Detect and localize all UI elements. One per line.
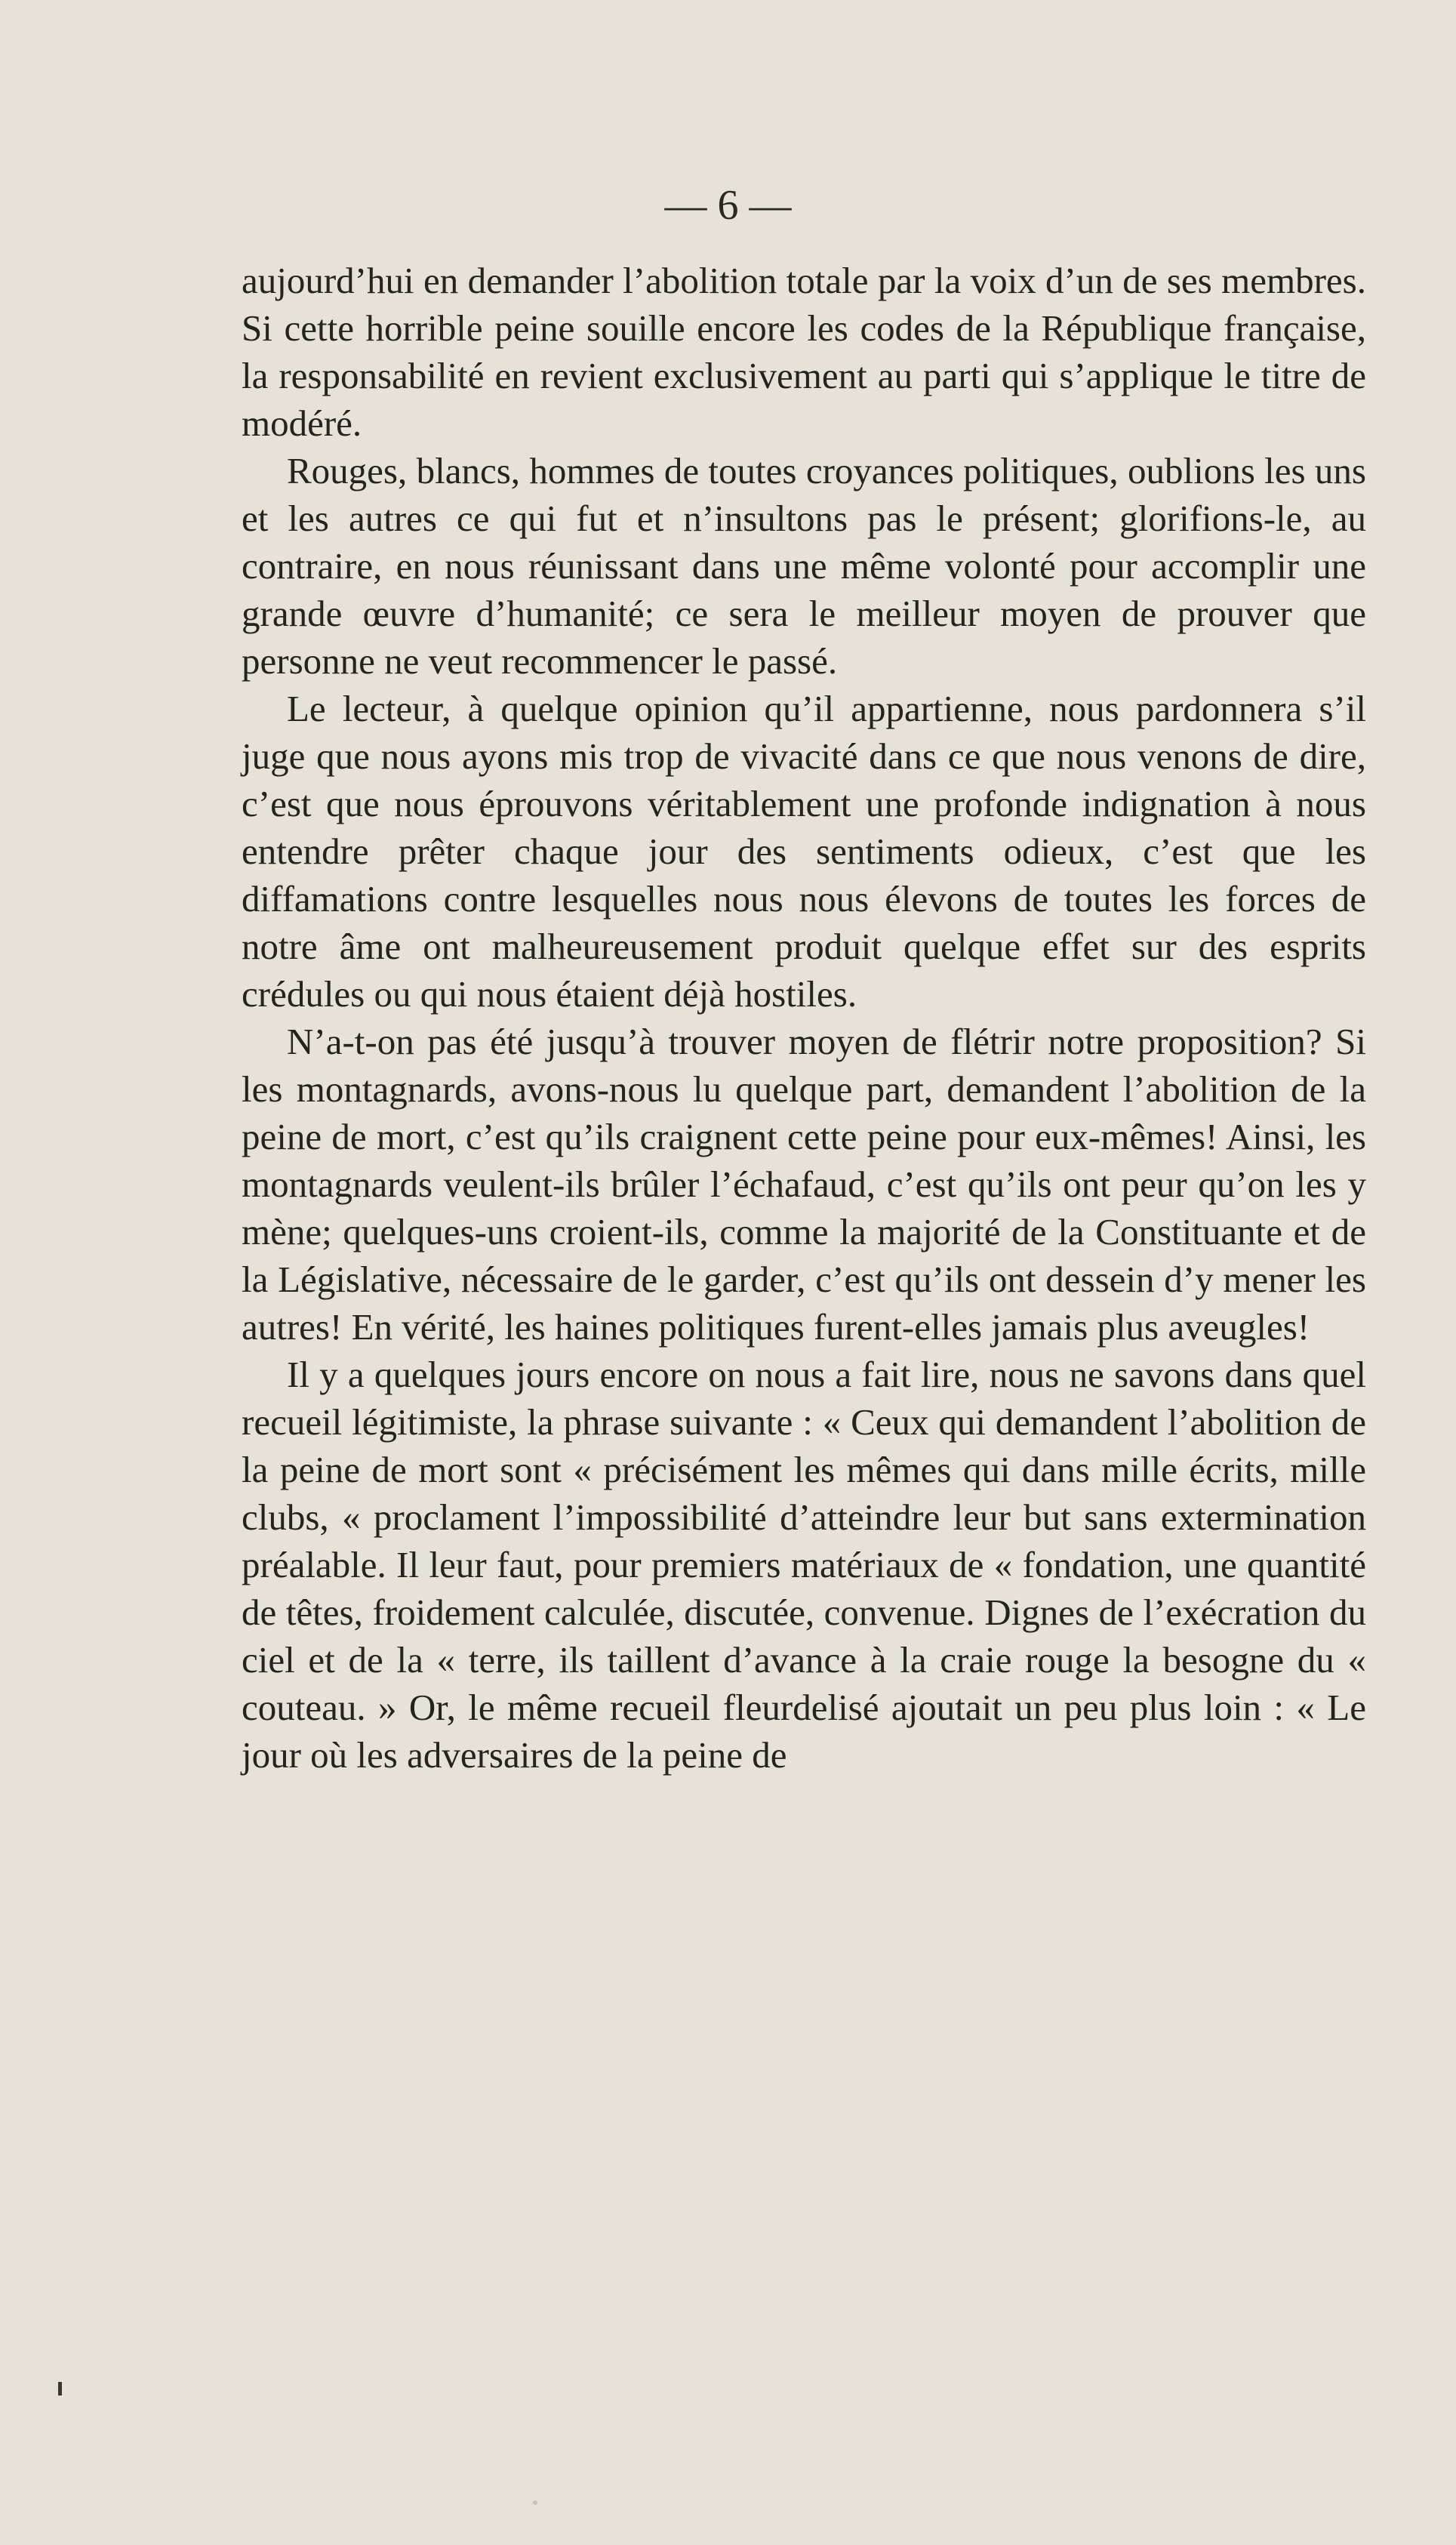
margin-ink-mark [58,2382,62,2396]
paragraph-2: Rouges, blancs, hommes de toutes croyances politiques, oublions les uns et les autres ce qui fut et n’insultons pas le présent; glorifions-le, au contraire, en nous réunissant dans une même volonté pour accomplir une grande œuvre d’humanité; ce sera le meilleur moyen de prouver que personne ne veut recommencer le passé. [242,450,1366,682]
paragraph-3: Le lecteur, à quelque opinion qu’il appartienne, nous pardonnera s’il juge que nous ayons mis trop de vivacité dans ce que nous venons de dire, c’est que nous éprouvons véritablement une profonde indignation à nous entendre prêter chaque jour des sentiments odieux, c’est que les diffamations contre lesquelles nous nous élevons de toutes les forces de notre âme ont malheureusement produit quelque effet sur des esprits crédules ou qui nous étaient déjà hostiles. [242,688,1366,1015]
paragraph-5: Il y a quelques jours encore on nous a fait lire, nous ne savons dans quel recueil légitimiste, la phrase suivante : « Ceux qui demandent l’abolition de la peine de mort sont « précisément les mêmes qui dans mille écrits, mille clubs, « proclament l’impossibilité d’atteindre leur but sans extermination préalable. Il leur faut, pour premiers matériaux de « fondation, une quantité de têtes, froidement calculée, discutée, convenue. Dignes de l’exécration du ciel et de la « terre, ils taillent d’avance à la craie rouge la besogne du « couteau. » Or, le même recueil fleurdelisé ajoutait un peu plus loin : « Le jour où les adversaires de la peine de [242,1354,1366,1776]
body-text [242,257,1366,1779]
paragraph-1: aujourd’hui en demander l’abolition totale par la voix d’un de ses membres. Si cette horrible peine souille encore les codes de la République française, la responsabilité en revient exclusivement au parti qui s’applique le titre de modéré. [242,260,1366,444]
page-number: — 6 — [664,182,792,229]
paragraph-4: N’a-t-on pas été jusqu’à trouver moyen de flétrir notre proposition? Si les montagnards, avons-nous lu quelque part, demandent l’abolition de la peine de mort, c’est qu’ils craignent cette peine pour eux-mêmes! Ainsi, les montagnards veulent-ils brûler l’échafaud, c’est qu’ils ont peur qu’on les y mène; quelques-uns croient-ils, comme la majorité de la Constituante et de la Législative, nécessaire de le garder, c’est qu’ils ont dessein d’y mener les autres! En vérité, les haines politiques furent-elles jamais plus aveugles! [242,1021,1366,1348]
paper-speck [533,2500,537,2505]
